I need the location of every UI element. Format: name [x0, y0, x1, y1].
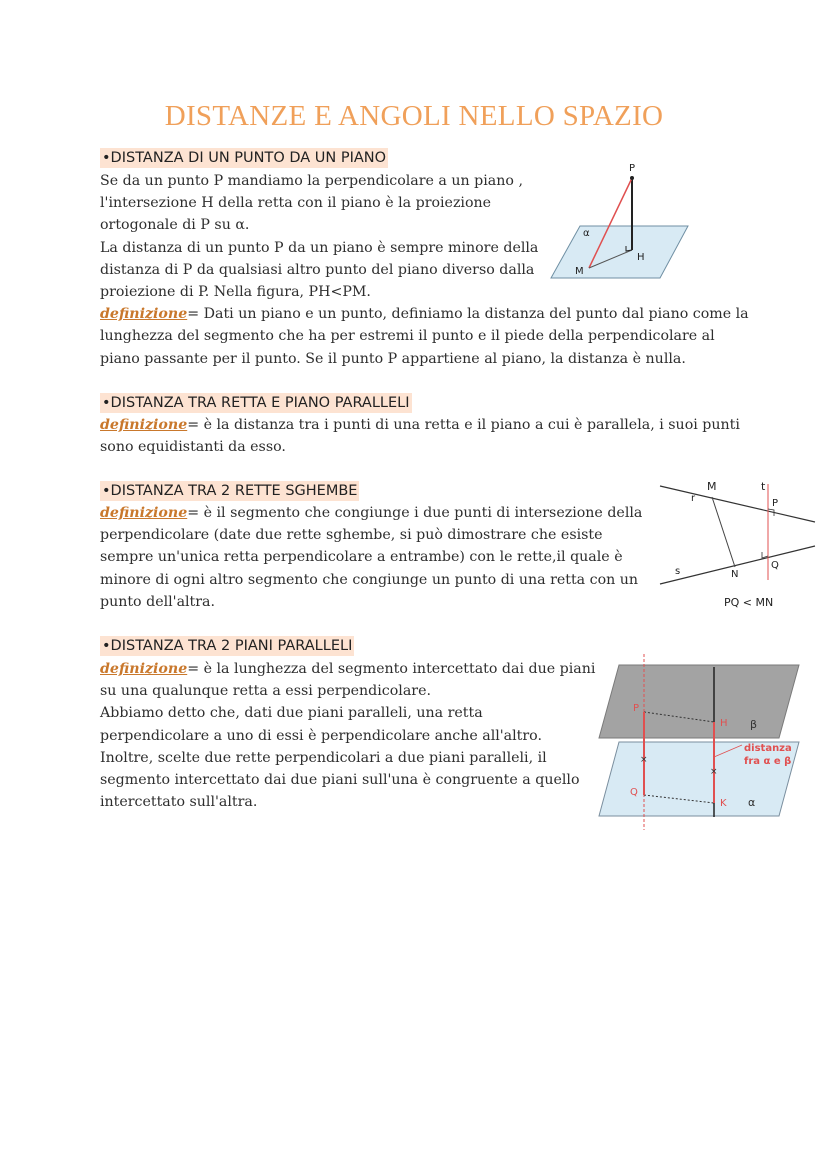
- section-heading-skew-lines: •DISTANZA TRA 2 RETTE SGHEMBE: [102, 483, 358, 499]
- plane-alpha: [551, 226, 688, 278]
- label-r: r: [691, 493, 696, 504]
- figure-skew-lines-distance: [655, 476, 820, 611]
- text-line: lunghezza del segmento che ha per estremi il punto e il piede della perpendicolare al: [100, 328, 715, 345]
- label-K: K: [720, 798, 727, 809]
- label-t: t: [761, 480, 766, 493]
- label-fra-alpha-beta: fra α e β: [744, 756, 792, 767]
- figure-parallel-planes-distance: [592, 652, 804, 834]
- definition-line: [100, 303, 749, 325]
- definition-label: definizione: [100, 505, 188, 521]
- definition-label: definizione: [100, 661, 188, 677]
- section-text-line-plane: [100, 414, 740, 458]
- text-line: su una qualunque retta a essi perpendicolare.: [100, 683, 431, 700]
- text-line: proiezione di P. Nella figura, PH<PM.: [100, 284, 371, 301]
- point-P: [630, 176, 634, 180]
- text-line: distanza di P da qualsiasi altro punto del piano diverso dalla: [100, 261, 535, 278]
- text-line: punto dell'altra.: [100, 593, 216, 610]
- text-line: minore di ogni altro segmento che congiunge un punto di una retta con un: [100, 571, 639, 588]
- label-H: H: [637, 252, 645, 263]
- figure-point-plane-distance: [545, 158, 695, 283]
- definition-text: = è il segmento che congiunge i due punti di intersezione della: [187, 505, 643, 521]
- label-alpha: α: [748, 796, 756, 809]
- text-line: sempre un'unica retta perpendicolare a entrambe) con le rette,il quale è: [100, 549, 623, 566]
- label-P: P: [772, 498, 779, 509]
- label-M: M: [707, 480, 717, 493]
- segment-MN: [712, 497, 735, 567]
- label-M: M: [575, 266, 584, 277]
- text-line: La distanza di un punto P da un piano è sempre minore della: [100, 239, 539, 256]
- caption-PQ-MN: PQ < MN: [724, 596, 774, 609]
- label-P: P: [633, 703, 640, 714]
- section-heading-line-plane: •DISTANZA TRA RETTA E PIANO PARALLELI: [102, 395, 410, 411]
- text-line: Abbiamo detto che, dati due piani paralleli, una retta: [100, 705, 483, 722]
- label-N: N: [731, 569, 739, 580]
- label-Q: Q: [630, 787, 638, 798]
- definition-line: [100, 658, 595, 680]
- label-distanza: distanza: [744, 743, 792, 754]
- right-angle-mark-Q: [762, 552, 768, 558]
- label-alpha: α: [583, 228, 590, 239]
- text-line: ortogonale di P su α.: [100, 217, 250, 234]
- definition-line: [100, 502, 642, 524]
- section-heading-point-plane: •DISTANZA DI UN PUNTO DA UN PIANO: [102, 150, 387, 166]
- label-s: s: [675, 566, 681, 577]
- plane-beta: [599, 665, 799, 738]
- definition-label: definizione: [100, 306, 188, 323]
- text-line: sono equidistanti da esso.: [100, 439, 286, 456]
- section-text-skew-lines: [100, 502, 642, 613]
- definition-text: = è la lunghezza del segmento intercettato dai due piani: [187, 661, 596, 677]
- mark-x1: ×: [640, 755, 648, 765]
- label-P: P: [629, 163, 636, 174]
- text-line: piano passante per il punto. Se il punto P appartiene al piano, la distanza è nulla.: [100, 350, 686, 367]
- page-title: DISTANZE E ANGOLI NELLO SPAZIO: [164, 100, 664, 132]
- text-line: Se da un punto P mandiamo la perpendicolare a un piano ,: [100, 173, 523, 189]
- text-line: perpendicolare a uno di essi è perpendicolare anche all'altro.: [100, 727, 542, 744]
- label-Q: Q: [771, 560, 779, 571]
- text-line: l'intersezione H della retta con il piano è la proiezione: [100, 195, 492, 212]
- section-text-parallel-planes: [100, 658, 595, 813]
- section-heading-parallel-planes: •DISTANZA TRA 2 PIANI PARALLELI: [102, 638, 353, 654]
- definition-label: definizione: [100, 417, 188, 433]
- mark-x2: ×: [710, 767, 718, 777]
- label-beta: β: [750, 718, 758, 731]
- text-line: perpendicolare (date due rette sghembe, si può dimostrare che esiste: [100, 527, 603, 544]
- text-line: Inoltre, scelte due rette perpendicolari a due piani paralleli, il: [100, 749, 547, 766]
- definition-line: [100, 414, 740, 436]
- definition-text: = Dati un piano e un punto, definiamo la distanza del punto dal piano come la: [187, 306, 749, 323]
- definition-text: = è la distanza tra i punti di una retta e il piano a cui è parallela, i suoi punti: [187, 417, 740, 433]
- line-r: [660, 486, 815, 522]
- label-H: H: [720, 718, 728, 729]
- text-line: intercettato sull'altra.: [100, 794, 258, 811]
- text-line: segmento intercettato dai due piani sull'una è congruente a quello: [100, 772, 580, 789]
